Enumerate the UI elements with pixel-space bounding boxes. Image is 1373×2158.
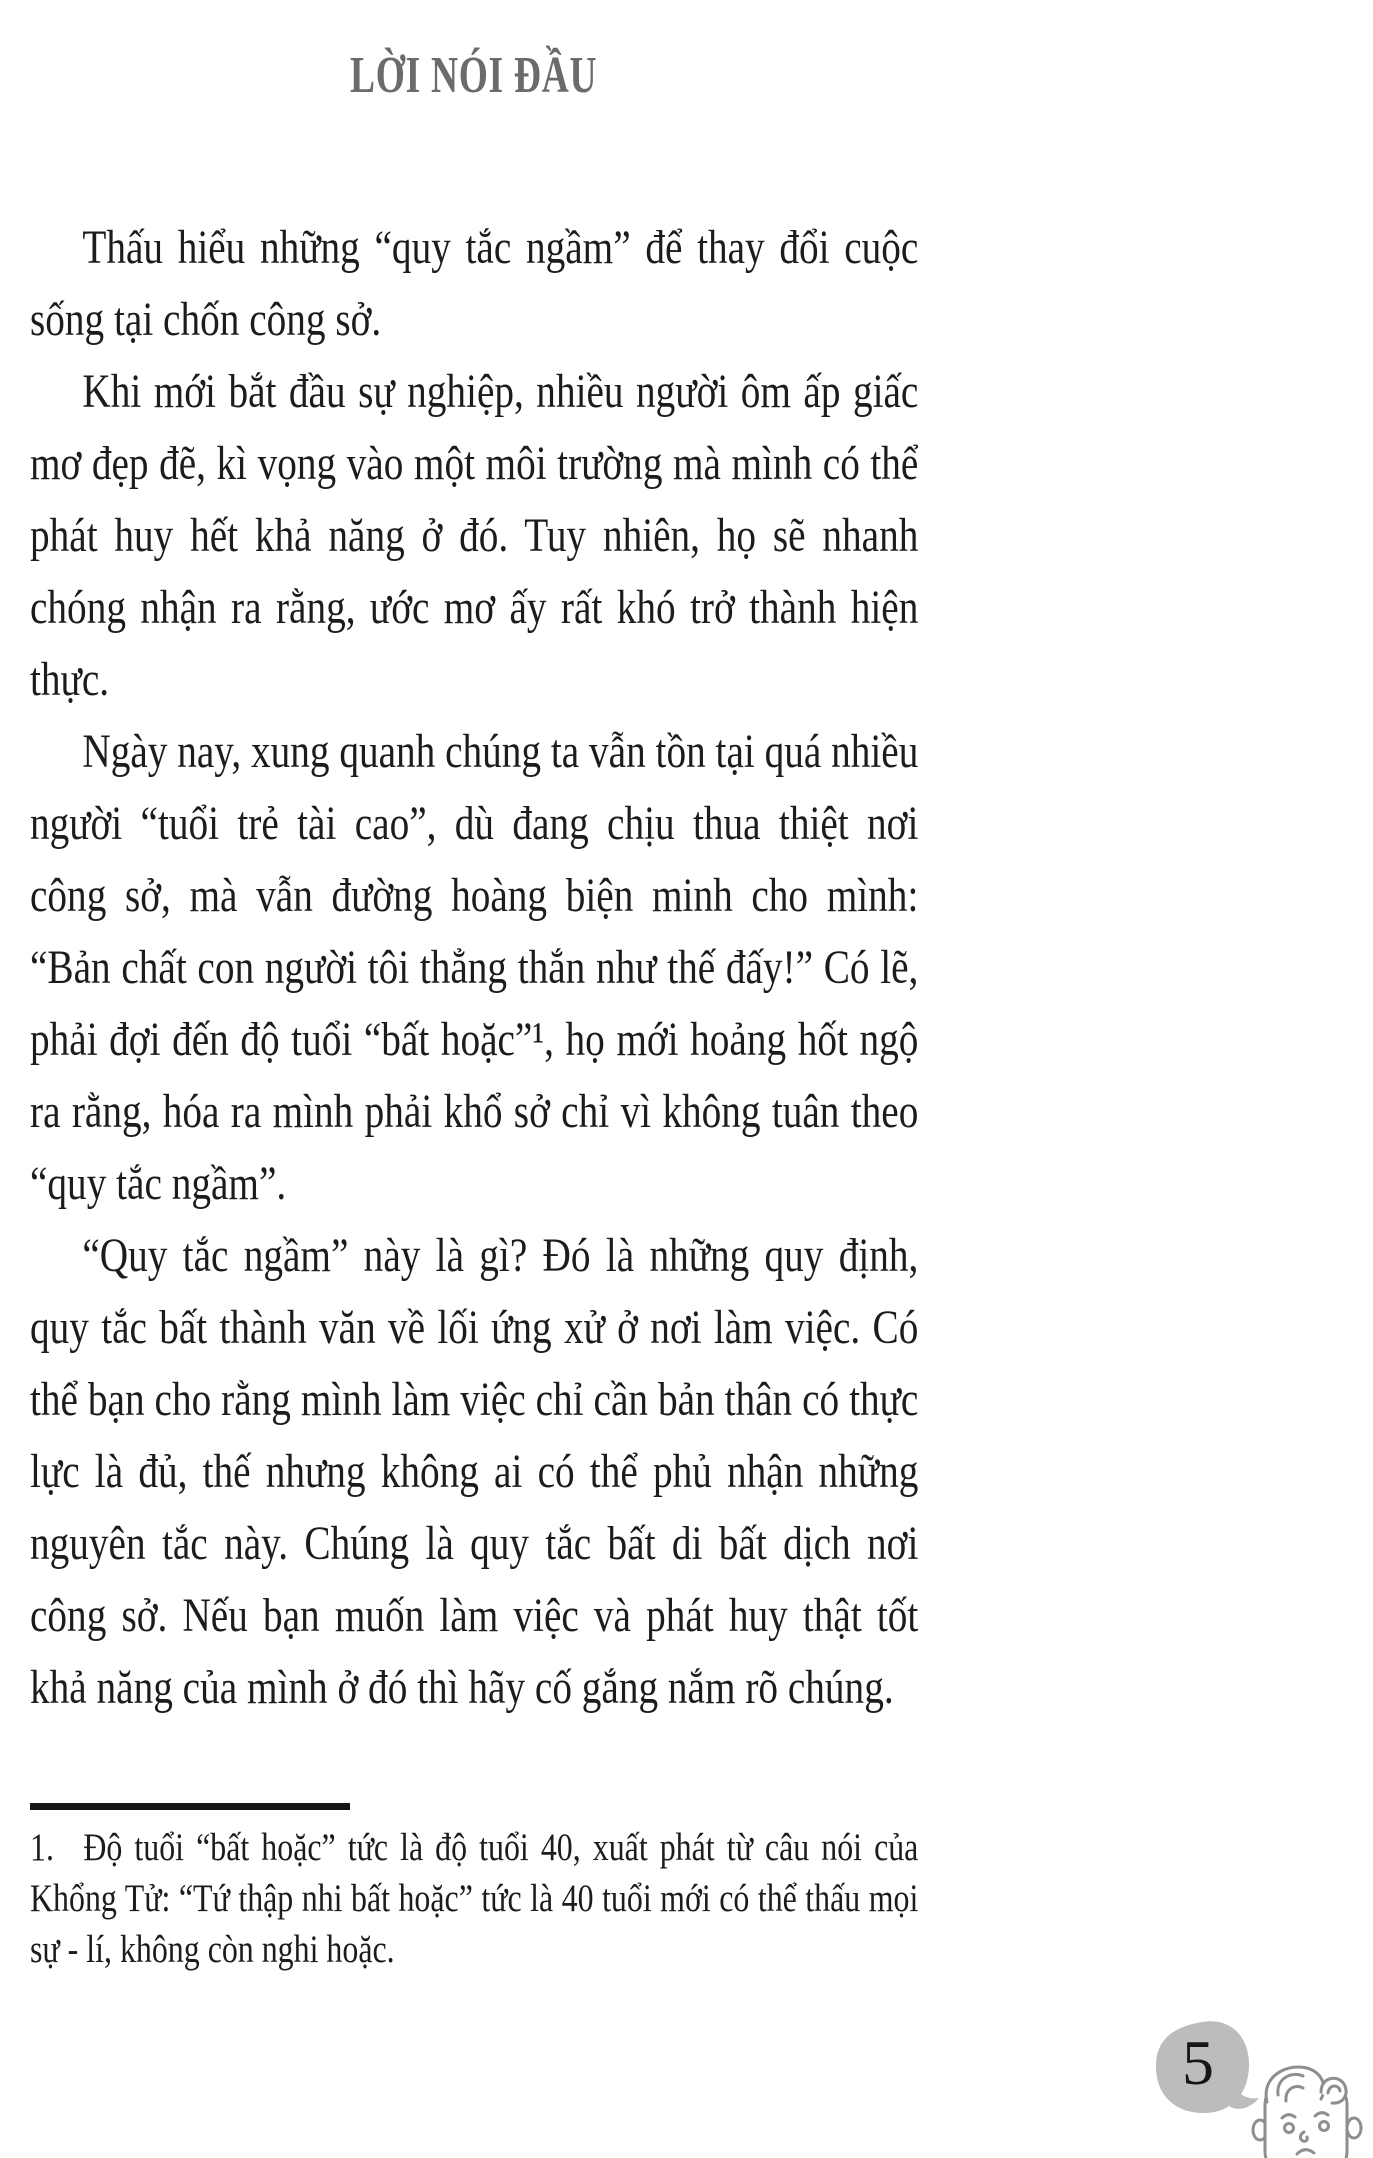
paragraph: Khi mới bắt đầu sự nghiệp, nhiều người ôm ấp giấc mơ đẹp đẽ, kì vọng vào một môi trường mà mình có thể phát huy hết khả năng ở đó. Tuy nhiên, họ sẽ nhanh chóng nhận ra rằng, ước mơ ấy rất khó trở thành hiện thực. xyxy=(30,365,919,706)
footnote xyxy=(30,1822,918,1975)
paragraph: Ngày nay, xung quanh chúng ta vẫn tồn tại quá nhiều người “tuổi trẻ tài cao”, dù đang chịu thua thiệt nơi công sở, mà vẫn đường hoàng biện minh cho mình: “Bản chất con người tôi thẳng thắn như thế đấy!” Có lẽ, phải đợi đến độ tuổi “bất hoặc”¹, họ mới hoảng hốt ngộ ra rằng, hóa ra mình phải khổ sở chỉ vì không tuân theo “quy tắc ngầm”. xyxy=(30,725,919,1210)
footnote-text: Độ tuổi “bất hoặc” tức là độ tuổi 40, xuất phát từ câu nói của Khổng Tử: “Tứ thập nhi bất hoặc” tức là 40 tuổi mới có thể thấu mọi sự - lí, không còn nghi hoặc. xyxy=(30,1826,919,1971)
body-text xyxy=(30,212,918,1802)
paragraph: “Quy tắc ngầm” này là gì? Đó là những quy định, quy tắc bất thành văn về lối ứng xử ở nơi làm việc. Có thể bạn cho rằng mình làm việc chỉ cần bản thân có thực lực là đủ, thế nhưng không ai có thể phủ nhận những nguyên tắc này. Chúng là quy tắc bất di bất dịch nơi công sở. Nếu bạn muốn làm việc và phát huy thật tốt khả năng của mình ở đó thì hãy cố gắng nắm rõ chúng. xyxy=(30,1229,919,1714)
paragraph: Thấu hiểu những “quy tắc ngầm” để thay đổi cuộc sống tại chốn công sở. xyxy=(30,221,919,346)
worried-face-icon xyxy=(1250,2056,1364,2158)
footnote-divider xyxy=(30,1803,350,1810)
footnote-marker: 1. xyxy=(30,1826,54,1869)
page-title xyxy=(30,39,918,113)
page-number: 5 xyxy=(1182,2027,1214,2098)
page-title-text: LỜI NÓI ĐẦU xyxy=(350,46,598,104)
